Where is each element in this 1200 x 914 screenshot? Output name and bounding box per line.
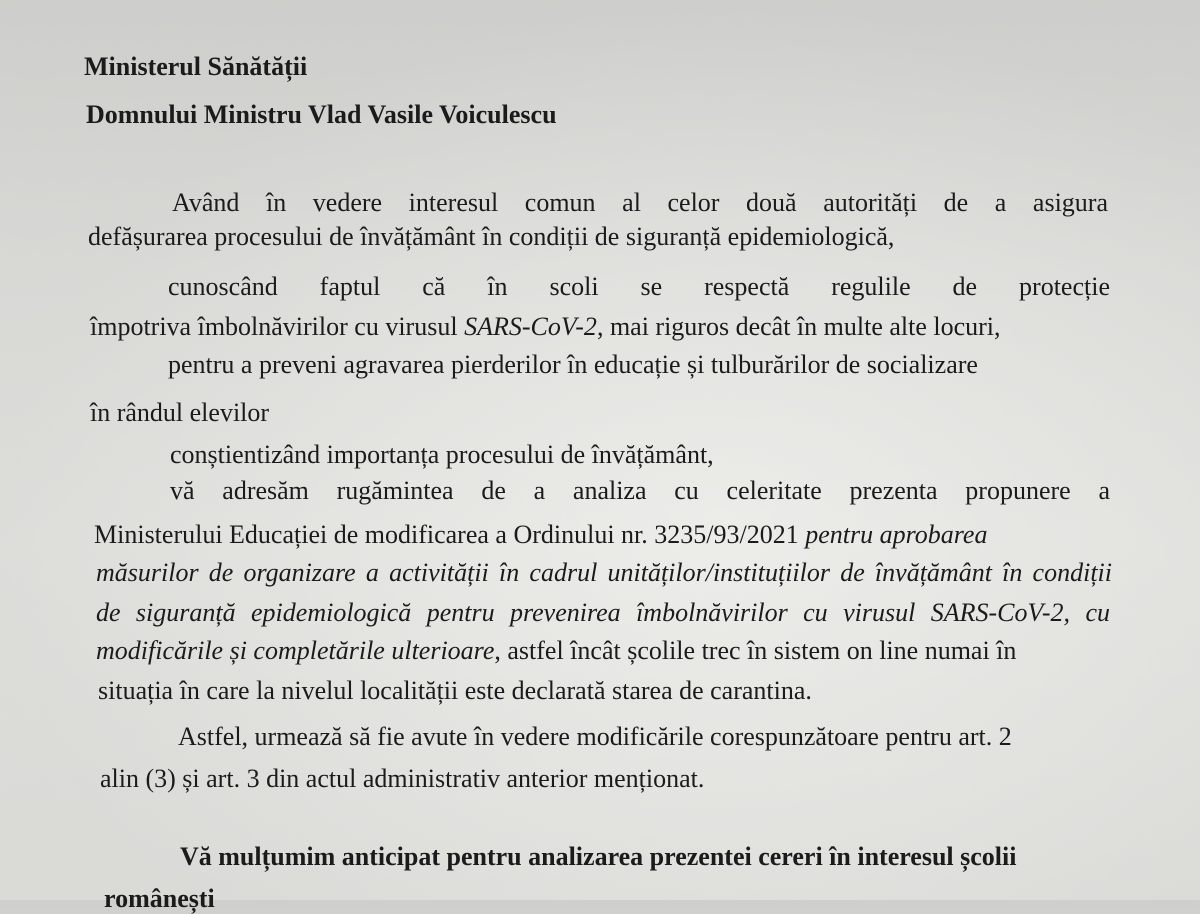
body-line-3: cunoscând faptul că în scoli se respectă regulile de protecție [168,272,1110,301]
closing-line-1: Vă mulțumim anticipat pentru analizarea prezentei cereri în interesul școlii [180,842,1017,871]
body-line-2: defășurarea procesului de învățământ în condiții de siguranță epidemiologică, [88,222,895,251]
body-line-6: în rândul elevilor [90,398,270,427]
closing-line-2: românești [104,884,215,913]
body-line-15: alin (3) și art. 3 din actul administrativ anterior menționat. [100,764,705,793]
body-line-10: măsurilor de organizare a activității în cadrul unităților/instituțiilor de învățământ în condiții [96,558,1112,587]
body-line-12-b: , astfel încât școlile trec în sistem on line numai în [494,636,1017,665]
body-line-4-a: împotriva îmbolnăvirilor cu virusul [90,312,465,341]
body-line-4-c: , mai riguros decât în multe alte locuri, [596,312,1001,341]
body-line-12-a: modificările și completările ulterioare [96,636,495,665]
order-title-start: pentru aprobarea [805,520,988,549]
body-line-1: Având în vedere interesul comun al celor două autorități de a asigura [172,188,1108,217]
ministry-heading: Ministerul Sănătății [84,52,308,81]
virus-name: SARS-CoV-2 [464,312,597,341]
body-line-5: pentru a preveni agravarea pierderilor în educație și tulburărilor de socializare [168,350,978,379]
body-line-9-a: Ministerului Educației de modificarea a Ordinului nr. 3235/93/2021 [94,520,806,549]
body-line-9 [94,520,987,550]
body-line-13: situația în care la nivelul localității este declarată starea de carantina. [98,676,812,705]
body-line-11: de siguranță epidemiologică pentru prevenirea îmbolnăvirilor cu virusul SARS-CoV-2, cu [96,598,1110,627]
body-line-4 [90,312,1001,342]
body-line-12 [96,636,1016,666]
body-line-14: Astfel, urmează să fie avute în vedere modificările corespunzătoare pentru art. 2 [178,722,1012,751]
body-line-8: vă adresăm rugămintea de a analiza cu celeritate prezenta propunere a [170,476,1110,505]
addressee-line: Domnului Ministru Vlad Vasile Voiculescu [86,100,557,129]
body-line-7: conștientizând importanța procesului de învățământ, [170,440,714,469]
